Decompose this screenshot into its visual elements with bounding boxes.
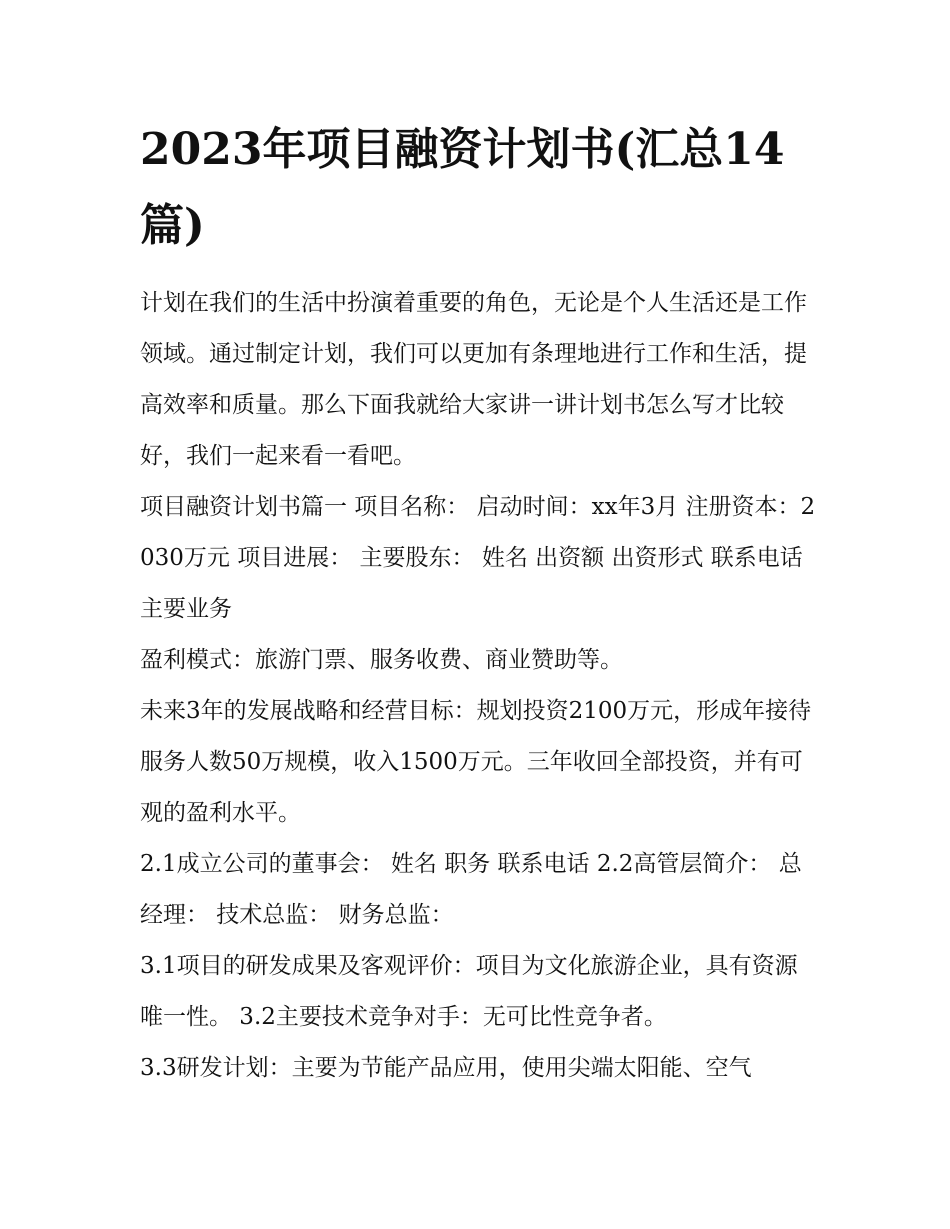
- paragraph-board: 2.1成立公司的董事会： 姓名 职务 联系电话 2.2高管层简介： 总经理： 技术总监： 财务总监：: [140, 851, 802, 928]
- paragraph-strategy: 未来3年的发展战略和经营目标：规划投资2100万元，形成年接待服务人数50万规模，收入1500万元。三年收回全部投资，并有可观的盈利水平。: [140, 698, 812, 826]
- paragraph-project-info: 项目融资计划书篇一 项目名称： 启动时间：xx年3月 注册资本：2030万元 项目进展： 主要股东： 姓名 出资额 出资形式 联系电话 主要业务: [140, 494, 816, 622]
- document-body: [140, 112, 820, 1094]
- paragraph-intro: 计划在我们的生活中扮演着重要的角色，无论是个人生活还是工作领域。通过制定计划，我们可以更加有条理地进行工作和生活，提高效率和质量。那么下面我就给大家讲一讲计划书怎么写才比较好，我们一起来看一看吧。: [140, 290, 807, 469]
- document-title: 2023年项目融资计划书(汇总14篇): [140, 124, 785, 251]
- paragraph-rd-plan: 3.3研发计划：主要为节能产品应用，使用尖端太阳能、空气: [140, 1055, 752, 1081]
- paragraph-rd-results: 3.1项目的研发成果及客观评价：项目为文化旅游企业，具有资源唯一性。 3.2主要技术竞争对手：无可比性竞争者。: [140, 953, 798, 1030]
- paragraph-profit-model: 盈利模式：旅游门票、服务收费、商业赞助等。: [140, 647, 623, 673]
